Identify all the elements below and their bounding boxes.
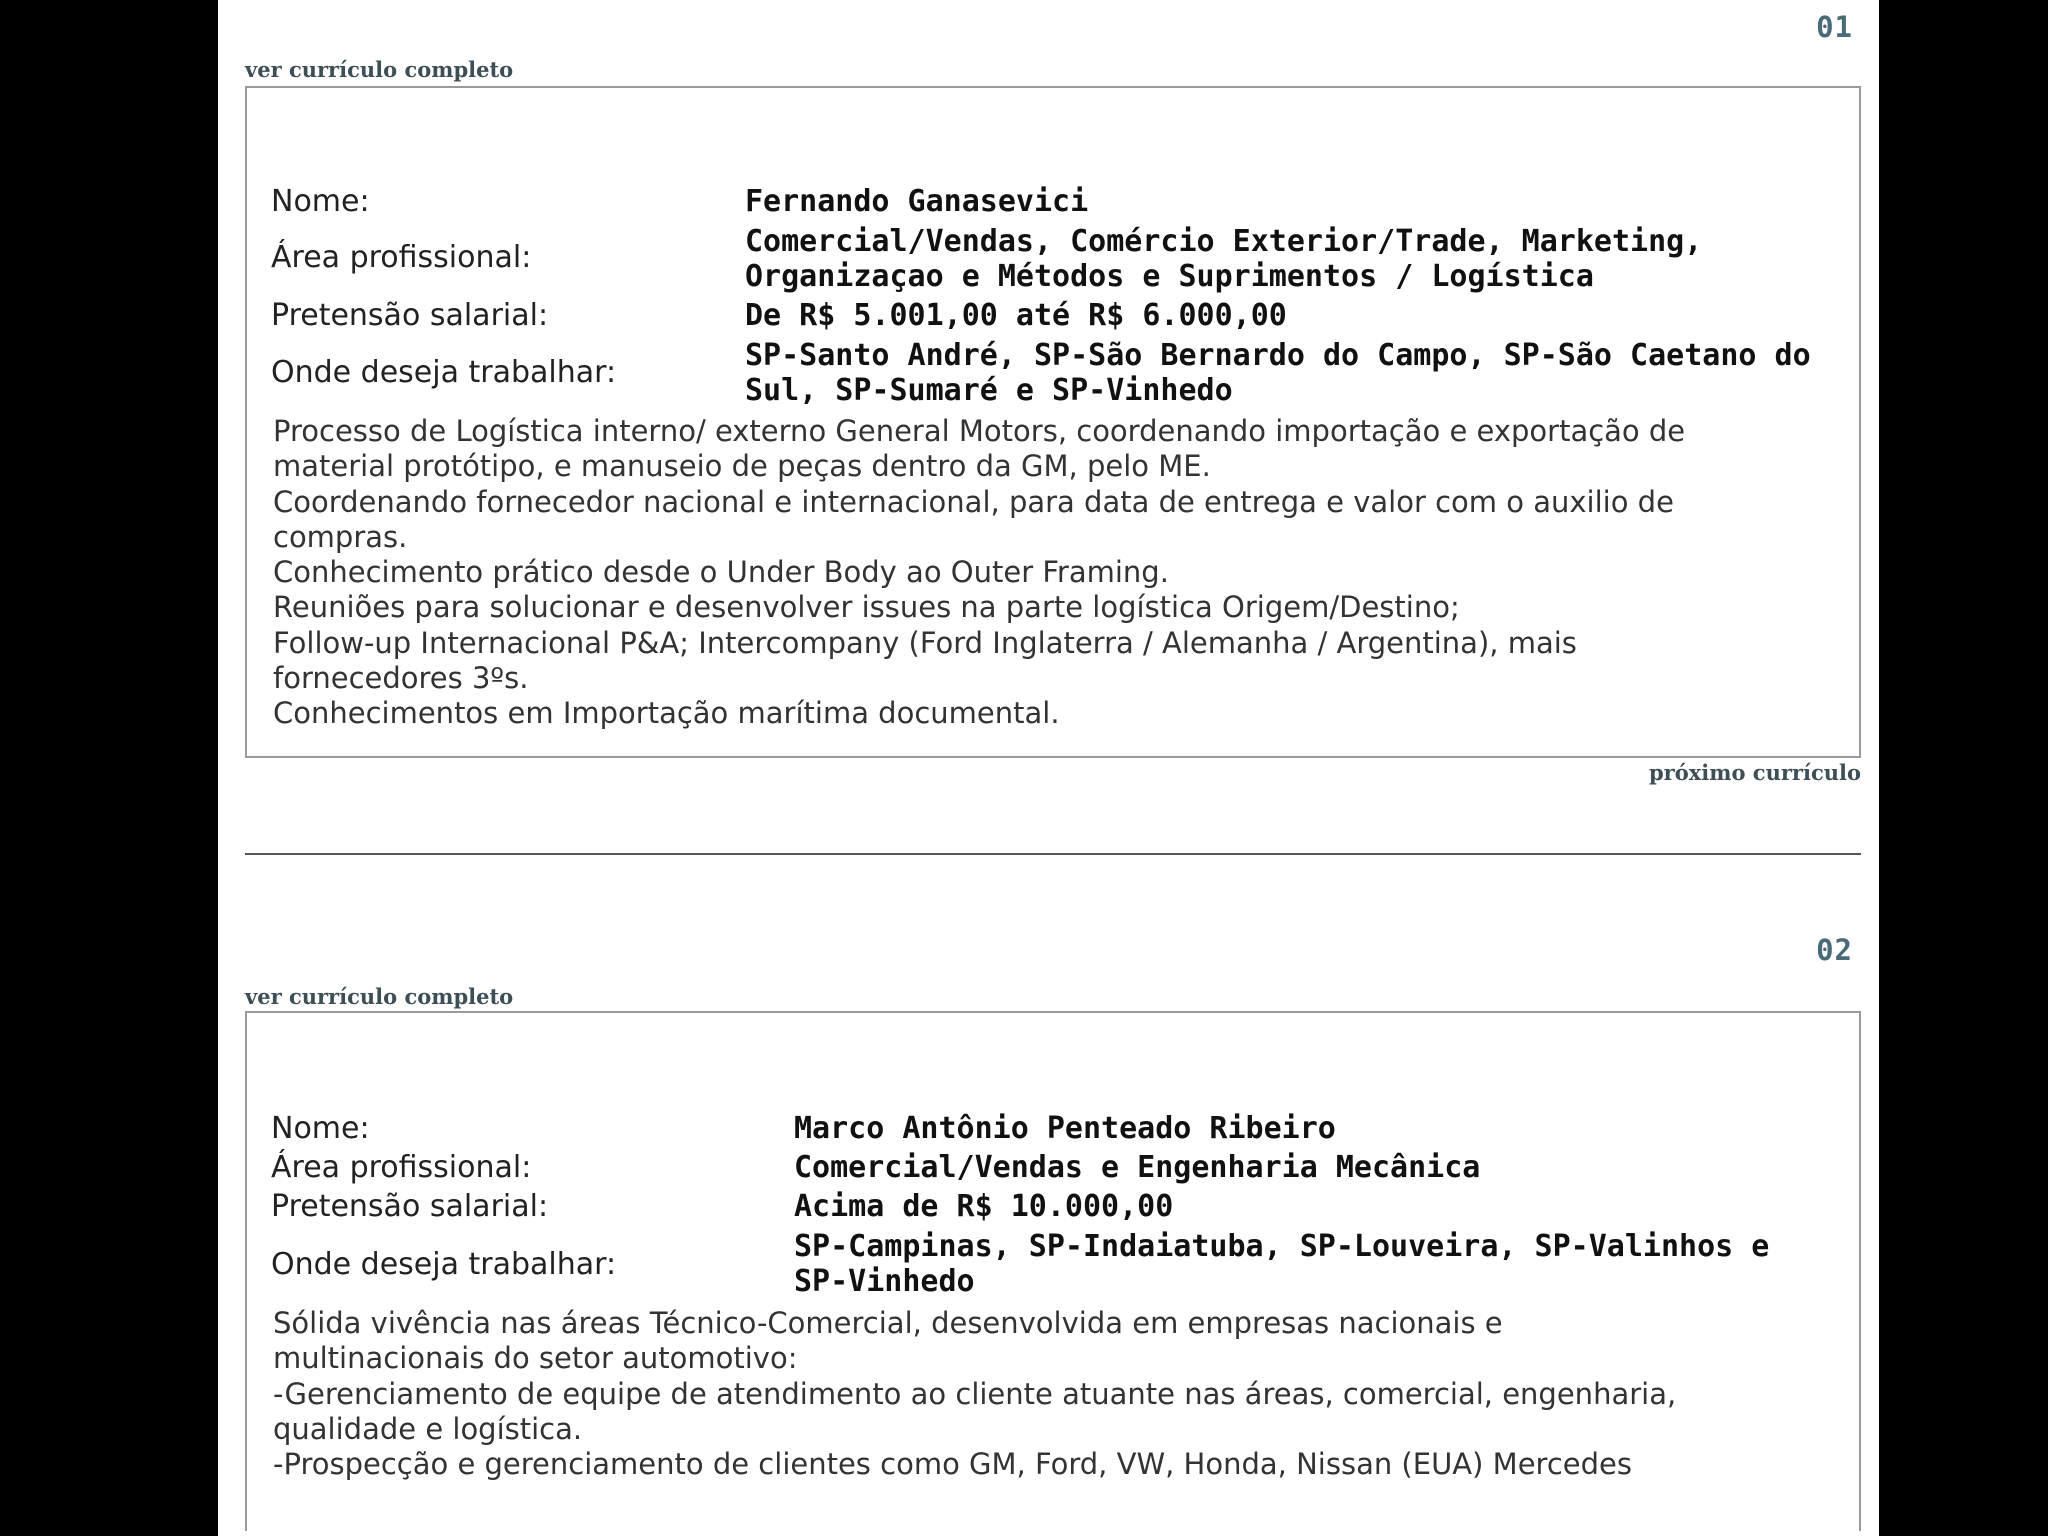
name-label: Nome: [271, 1111, 370, 1146]
name-label: Nome: [271, 184, 370, 219]
resume-description: Processo de Logística interno/ externo General Motors, coordenando importação e exportação de material protótipo, e manuseio de peças dentro da GM, pelo ME. Coordenando fornecedor nacional e internacional, para data de entrega e valor com o auxilio de compras. Conhecimento prático desde o Under Body ao Outer Framing. Reuniões para solucionar e desenvolver issues na parte logística Origem/Destino; Follow-up Internacional P&A; Intercompany (Ford Inglaterra / Alemanha / Argentina), mais fornecedores 3ºs. Conhecimentos em Importação marítima documental. [273, 414, 1686, 731]
salary-value: Acima de R$ 10.000,00 [794, 1189, 1174, 1224]
next-resume-link[interactable]: próximo currículo [1649, 760, 1861, 785]
area-label: Área profissional: [271, 1150, 532, 1185]
location-label: Onde deseja trabalhar: [271, 1247, 617, 1282]
results-page [218, 0, 1879, 1536]
location-value: SP-Santo André, SP-São Bernardo do Campo, SP-São Caetano do Sul, SP-Sumaré e SP-Vinhedo [745, 338, 1811, 408]
resume-number: 01 [1816, 10, 1853, 44]
location-value: SP-Campinas, SP-Indaiatuba, SP-Louveira, SP-Valinhos e SP-Vinhedo [794, 1229, 1770, 1299]
candidate-name: Marco Antônio Penteado Ribeiro [794, 1111, 1336, 1146]
resume-summary-box [245, 1011, 1861, 1531]
salary-label: Pretensão salarial: [271, 1189, 549, 1224]
area-value: Comercial/Vendas, Comércio Exterior/Trade, Marketing, Organizaçao e Métodos e Suprimentos / Logística [745, 224, 1703, 294]
area-label: Área profissional: [271, 240, 532, 275]
salary-label: Pretensão salarial: [271, 298, 549, 333]
resume-description: Sólida vivência nas áreas Técnico-Comercial, desenvolvida em empresas nacionais e multinacionais do setor automotivo: -Gerenciamento de equipe de atendimento ao cliente atuante nas áreas, comercial, engenharia, qualidade e logística. -Prospecção e gerenciamento de clientes como GM, Ford, VW, Honda, Nissan (EUA) Mercedes [273, 1306, 1677, 1482]
resume-summary-box [245, 86, 1861, 758]
view-full-resume-link[interactable]: ver currículo completo [245, 984, 514, 1009]
salary-value: De R$ 5.001,00 até R$ 6.000,00 [745, 298, 1287, 333]
resume-number: 02 [1816, 933, 1853, 967]
view-full-resume-link[interactable]: ver currículo completo [245, 57, 514, 82]
candidate-name: Fernando Ganasevici [745, 184, 1089, 219]
location-label: Onde deseja trabalhar: [271, 355, 617, 390]
area-value: Comercial/Vendas e Engenharia Mecânica [794, 1150, 1481, 1185]
divider [245, 853, 1861, 855]
